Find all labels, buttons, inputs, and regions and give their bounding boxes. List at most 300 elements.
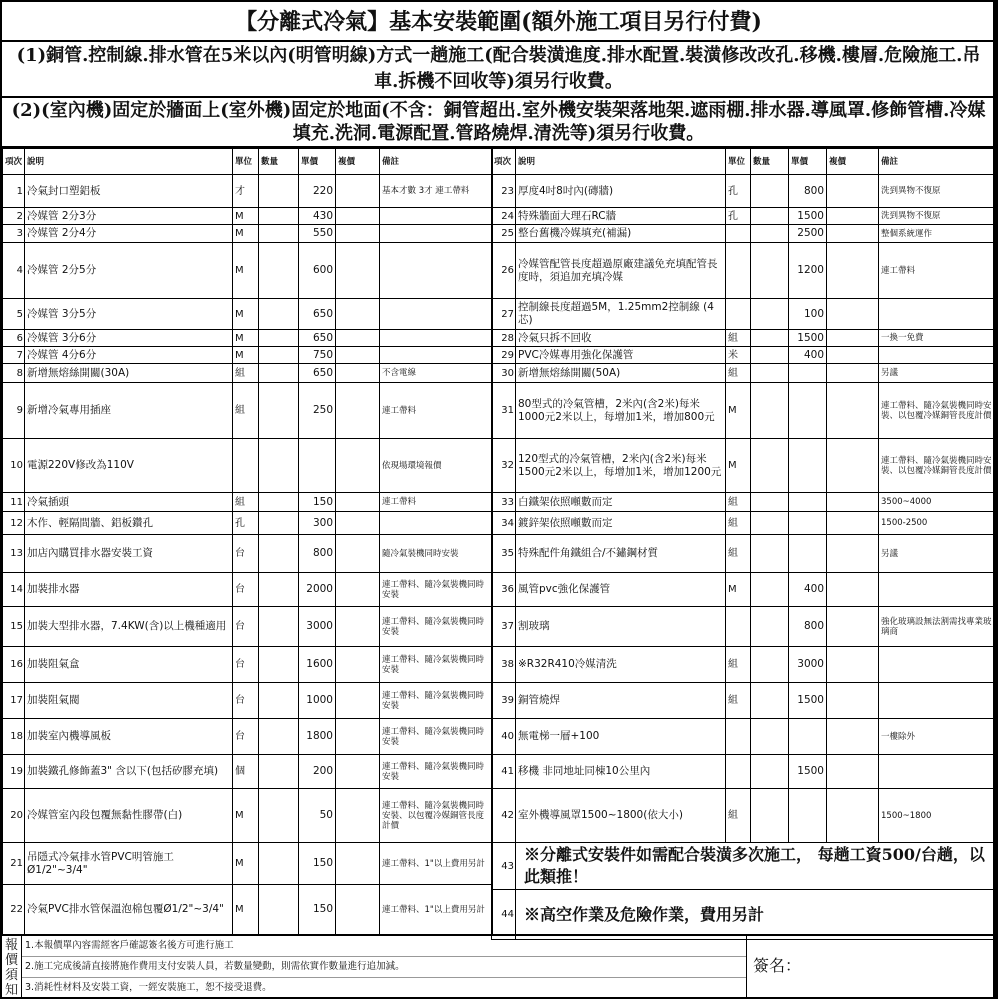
item-qty[interactable] [751, 383, 789, 439]
table-row [492, 330, 997, 347]
table-row [492, 347, 997, 364]
item-price: 430 [299, 208, 336, 225]
item-unit: 台 [233, 573, 259, 607]
notice-list [22, 936, 747, 998]
item-qty[interactable] [751, 607, 789, 647]
item-no: 33 [492, 493, 516, 512]
table-row [3, 683, 493, 719]
item-qty[interactable] [259, 789, 299, 843]
item-price: 1500 [789, 330, 827, 347]
col-no: 項次 [3, 149, 25, 175]
scope-note-1: (1)銅管.控制線.排水管在5米以內(明管明線)方式一趟施工(配合裝潢進度.排水配置.裝潢修改改孔.移機.樓層.危險施工.吊車.拆機不回收等)須另行收費。 [2, 42, 995, 98]
item-unit: 孔 [726, 208, 751, 225]
item-price: 400 [789, 573, 827, 607]
item-unit [726, 243, 751, 299]
item-qty[interactable] [259, 755, 299, 789]
item-total[interactable] [336, 347, 380, 364]
item-total[interactable] [336, 719, 380, 755]
item-unit: 組 [726, 789, 751, 843]
item-total[interactable] [827, 208, 879, 225]
item-price [789, 383, 827, 439]
item-unit: 米 [726, 347, 751, 364]
notice-item: 3.消耗性材料及安裝工資，一經安裝施工，恕不接受退費。 [25, 982, 272, 993]
item-qty[interactable] [751, 719, 789, 755]
item-total[interactable] [827, 364, 879, 383]
signature-field[interactable]: 簽名： [753, 956, 802, 975]
table-row [3, 512, 493, 535]
item-price: 300 [299, 512, 336, 535]
table-row [3, 573, 493, 607]
item-no: 16 [3, 647, 25, 683]
item-no: 17 [3, 683, 25, 719]
item-unit: 組 [726, 647, 751, 683]
item-remark: 強化玻璃設無法割需找專業玻璃商 [879, 607, 997, 647]
item-total[interactable] [827, 573, 879, 607]
item-price [789, 493, 827, 512]
table-row [492, 439, 997, 493]
item-remark: 連工帶料、隨冷氣裝機同時安裝 [380, 647, 493, 683]
item-remark: 另議 [879, 535, 997, 573]
col-no: 項次 [492, 149, 516, 175]
item-no: 11 [3, 493, 25, 512]
item-unit [233, 439, 259, 493]
item-no: 9 [3, 383, 25, 439]
item-desc: 木作、輕隔間牆、鋁板鑽孔 [25, 512, 233, 535]
item-remark: 連工帶料、隨冷氣裝機同時安裝、以包覆冷媒銅管長度計價 [879, 439, 997, 493]
item-total[interactable] [336, 383, 380, 439]
item-unit: 孔 [233, 512, 259, 535]
item-qty[interactable] [751, 573, 789, 607]
item-unit: 組 [726, 512, 751, 535]
item-total[interactable] [336, 208, 380, 225]
item-no: 2 [3, 208, 25, 225]
item-remark: 依現場環境報價 [380, 439, 493, 493]
item-remark: 連工帶料、隨冷氣裝機同時安裝 [380, 573, 493, 607]
item-desc: 加店內購買排水器安裝工資 [25, 535, 233, 573]
item-remark: 連工帶料、隨冷氣裝機同時安裝、以包覆冷媒銅管長度計價 [380, 789, 493, 843]
item-unit: M [233, 225, 259, 243]
item-total[interactable] [827, 330, 879, 347]
item-qty[interactable] [751, 647, 789, 683]
item-price [789, 719, 827, 755]
table-row [492, 843, 997, 890]
item-total[interactable] [827, 383, 879, 439]
table-row [492, 607, 997, 647]
item-price: 400 [789, 347, 827, 364]
item-total[interactable] [827, 225, 879, 243]
item-desc: 冷媒管室內段包覆無黏性膠帶(白) [25, 789, 233, 843]
item-no: 12 [3, 512, 25, 535]
item-qty[interactable] [259, 885, 299, 935]
item-no: 32 [492, 439, 516, 493]
item-price: 150 [299, 493, 336, 512]
item-price [789, 439, 827, 493]
item-price: 550 [299, 225, 336, 243]
item-no: 7 [3, 347, 25, 364]
item-total[interactable] [336, 299, 380, 330]
item-total[interactable] [336, 243, 380, 299]
table-row [3, 225, 493, 243]
item-qty[interactable] [751, 175, 789, 208]
item-total[interactable] [827, 755, 879, 789]
item-total[interactable] [827, 607, 879, 647]
item-desc: 控制線長度超過5M，1.25mm2控制線 (4芯) [516, 299, 726, 330]
item-total[interactable] [827, 243, 879, 299]
item-no: 40 [492, 719, 516, 755]
item-total[interactable] [336, 843, 380, 885]
item-price: 50 [299, 789, 336, 843]
item-desc: 電源220V修改為110V [25, 439, 233, 493]
item-qty[interactable] [751, 330, 789, 347]
col-desc: 說明 [25, 149, 233, 175]
table-row [492, 719, 997, 755]
item-qty[interactable] [259, 347, 299, 364]
item-unit [726, 755, 751, 789]
item-desc: 割玻璃 [516, 607, 726, 647]
item-desc: ※高空作業及危險作業，費用另計 [516, 890, 997, 940]
item-no: 22 [3, 885, 25, 935]
item-remark [879, 347, 997, 364]
item-unit: 台 [233, 719, 259, 755]
item-qty[interactable] [751, 347, 789, 364]
item-total[interactable] [827, 683, 879, 719]
table-row [492, 755, 997, 789]
item-remark: 基本才數 3才 連工帶料 [380, 175, 493, 208]
item-no: 26 [492, 243, 516, 299]
table-row [3, 299, 493, 330]
item-qty[interactable] [259, 243, 299, 299]
item-no: 41 [492, 755, 516, 789]
item-qty[interactable] [259, 175, 299, 208]
table-row [492, 364, 997, 383]
item-desc: 冷氣只拆不回收 [516, 330, 726, 347]
item-no: 43 [492, 843, 516, 890]
col-total: 複價 [827, 149, 879, 175]
item-qty[interactable] [259, 364, 299, 383]
col-remark: 備註 [879, 149, 997, 175]
item-total[interactable] [336, 573, 380, 607]
item-qty[interactable] [751, 439, 789, 493]
table-row [3, 347, 493, 364]
item-unit: 組 [726, 683, 751, 719]
item-no: 39 [492, 683, 516, 719]
item-desc: 新增無熔絲開關(30A) [25, 364, 233, 383]
item-unit: 組 [726, 364, 751, 383]
item-price: 2500 [789, 225, 827, 243]
item-price: 800 [299, 535, 336, 573]
item-total[interactable] [336, 535, 380, 573]
item-total[interactable] [827, 789, 879, 843]
item-total[interactable] [336, 330, 380, 347]
item-no: 30 [492, 364, 516, 383]
item-total[interactable] [827, 719, 879, 755]
item-qty[interactable] [751, 755, 789, 789]
item-no: 1 [3, 175, 25, 208]
item-desc: 冷媒管 3分5分 [25, 299, 233, 330]
item-qty[interactable] [259, 512, 299, 535]
item-desc: 冷媒管配管長度超過原廠建議免充填配管長度時，須追加充填冷媒 [516, 243, 726, 299]
item-no: 38 [492, 647, 516, 683]
item-price [789, 535, 827, 573]
item-remark: 連工帶料、隨冷氣裝機同時安裝、以包覆冷媒銅管長度計價 [879, 383, 997, 439]
item-no: 44 [492, 890, 516, 940]
item-qty[interactable] [259, 208, 299, 225]
table-row [492, 208, 997, 225]
item-desc: 80型式的冷氣管槽，2米內(含2米)每米1000元2米以上，每增加1米，增加800元 [516, 383, 726, 439]
table-row [492, 647, 997, 683]
item-total[interactable] [336, 225, 380, 243]
table-row [3, 843, 493, 885]
item-price: 750 [299, 347, 336, 364]
item-unit: 台 [233, 607, 259, 647]
table-row [3, 789, 493, 843]
item-price: 1200 [789, 243, 827, 299]
table-row [3, 208, 493, 225]
item-no: 5 [3, 299, 25, 330]
item-unit: M [233, 789, 259, 843]
item-qty[interactable] [259, 299, 299, 330]
item-unit: 組 [726, 330, 751, 347]
item-total[interactable] [827, 299, 879, 330]
item-qty[interactable] [259, 683, 299, 719]
item-remark: 連工帶料、1"以上費用另計 [380, 843, 493, 885]
item-remark [380, 299, 493, 330]
item-no: 35 [492, 535, 516, 573]
item-desc: PVC冷媒專用強化保護管 [516, 347, 726, 364]
table-row [3, 383, 493, 439]
col-unit: 單位 [233, 149, 259, 175]
item-qty[interactable] [259, 607, 299, 647]
price-table-left [2, 148, 493, 935]
item-qty[interactable] [751, 512, 789, 535]
table-row [492, 683, 997, 719]
table-row [3, 493, 493, 512]
item-qty[interactable] [259, 843, 299, 885]
item-total[interactable] [827, 175, 879, 208]
item-no: 19 [3, 755, 25, 789]
table-row [3, 535, 493, 573]
item-desc: 整台舊機冷媒填充(補漏) [516, 225, 726, 243]
notice-label: 報價須知 [2, 936, 22, 998]
item-remark [879, 299, 997, 330]
item-price [789, 789, 827, 843]
quote-footer [2, 934, 995, 998]
item-total[interactable] [336, 364, 380, 383]
page-title: 【分離式冷氣】基本安裝範圍(額外施工項目另行付費) [2, 2, 995, 42]
item-unit [726, 719, 751, 755]
item-qty[interactable] [259, 493, 299, 512]
table-row [492, 383, 997, 439]
table-row [492, 573, 997, 607]
item-desc: 特殊牆面大理石RC牆 [516, 208, 726, 225]
item-total[interactable] [827, 535, 879, 573]
item-unit: 才 [233, 175, 259, 208]
item-desc: 新增無熔絲開關(50A) [516, 364, 726, 383]
item-price: 2000 [299, 573, 336, 607]
item-total[interactable] [336, 607, 380, 647]
scope-note-2: (2)(室內機)固定於牆面上(室外機)固定於地面(不含：銅管超出.室外機安裝架落地架.遮雨棚.排水器.導風罩.修飾管槽.冷媒填充.洗洞.電源配置.管路燒焊.清洗等)須另行收費。 [2, 98, 995, 148]
item-qty[interactable] [259, 719, 299, 755]
item-remark: 連工帶料 [380, 493, 493, 512]
item-qty[interactable] [259, 573, 299, 607]
item-qty[interactable] [751, 225, 789, 243]
item-unit: M [233, 243, 259, 299]
item-total[interactable] [336, 175, 380, 208]
item-desc: ※分離式安裝件如需配合裝潢多次施工， 每趟工資500/台趟，以此類推！ [516, 843, 997, 890]
item-remark: 1500-2500 [879, 512, 997, 535]
item-qty[interactable] [259, 647, 299, 683]
item-qty[interactable] [259, 225, 299, 243]
item-desc: 冷媒管 2分3分 [25, 208, 233, 225]
table-row [3, 647, 493, 683]
item-price: 150 [299, 885, 336, 935]
item-unit [726, 225, 751, 243]
item-total[interactable] [827, 347, 879, 364]
col-price: 單價 [789, 149, 827, 175]
item-desc: 新增冷氣專用插座 [25, 383, 233, 439]
item-qty[interactable] [259, 330, 299, 347]
item-no: 25 [492, 225, 516, 243]
item-no: 37 [492, 607, 516, 647]
item-unit: 台 [233, 535, 259, 573]
item-unit [726, 299, 751, 330]
item-total[interactable] [336, 493, 380, 512]
item-no: 20 [3, 789, 25, 843]
item-remark [380, 225, 493, 243]
item-remark [380, 512, 493, 535]
table-row [492, 493, 997, 512]
item-desc: 加裝排水器 [25, 573, 233, 607]
item-unit: 台 [233, 683, 259, 719]
table-row [3, 755, 493, 789]
item-desc: 冷媒管 3分6分 [25, 330, 233, 347]
item-remark: 1500~1800 [879, 789, 997, 843]
item-remark: 連工帶料、隨冷氣裝機同時安裝 [380, 719, 493, 755]
notice-item: 1.本報價單內容需經客戶確認簽名後方可進行施工 [22, 936, 746, 957]
table-row [492, 299, 997, 330]
col-desc: 說明 [516, 149, 726, 175]
item-remark: 連工帶料、隨冷氣裝機同時安裝 [380, 683, 493, 719]
table-row [3, 885, 493, 935]
item-unit: 組 [233, 383, 259, 439]
item-qty[interactable] [259, 535, 299, 573]
item-no: 34 [492, 512, 516, 535]
item-remark: 隨冷氣裝機同時安裝 [380, 535, 493, 573]
item-total[interactable] [336, 439, 380, 493]
table-row [492, 225, 997, 243]
item-total[interactable] [827, 439, 879, 493]
item-price: 1000 [299, 683, 336, 719]
item-no: 29 [492, 347, 516, 364]
item-total[interactable] [336, 683, 380, 719]
item-desc: 白鐵架依照噸數而定 [516, 493, 726, 512]
item-price: 1500 [789, 208, 827, 225]
item-qty[interactable] [751, 683, 789, 719]
item-total[interactable] [336, 885, 380, 935]
item-desc: 加裝鐵孔修飾蓋3" 含以下(包括矽膠充填) [25, 755, 233, 789]
item-price: 3000 [299, 607, 336, 647]
item-total[interactable] [827, 512, 879, 535]
item-remark: 洗到異物不復原 [879, 175, 997, 208]
item-price: 650 [299, 299, 336, 330]
item-remark [380, 347, 493, 364]
item-remark [380, 243, 493, 299]
item-desc: 冷媒管 4分6分 [25, 347, 233, 364]
item-total[interactable] [336, 512, 380, 535]
price-table-right [491, 148, 997, 940]
item-no: 28 [492, 330, 516, 347]
item-remark [879, 683, 997, 719]
item-qty[interactable] [259, 439, 299, 493]
item-qty[interactable] [751, 243, 789, 299]
item-qty[interactable] [751, 789, 789, 843]
item-unit [726, 607, 751, 647]
item-qty[interactable] [751, 299, 789, 330]
item-desc: ※R32R410冷媒清洗 [516, 647, 726, 683]
item-qty[interactable] [751, 364, 789, 383]
item-qty[interactable] [751, 535, 789, 573]
item-unit: M [726, 383, 751, 439]
item-remark: 連工帶料、隨冷氣裝機同時安裝 [380, 755, 493, 789]
item-no: 36 [492, 573, 516, 607]
item-desc: 冷氣插頭 [25, 493, 233, 512]
item-price: 250 [299, 383, 336, 439]
table-row [3, 330, 493, 347]
item-remark [380, 330, 493, 347]
item-qty[interactable] [751, 208, 789, 225]
item-price: 220 [299, 175, 336, 208]
item-unit: M [233, 330, 259, 347]
item-no: 10 [3, 439, 25, 493]
item-desc: 鍍鋅架依照噸數而定 [516, 512, 726, 535]
item-remark [879, 647, 997, 683]
item-no: 15 [3, 607, 25, 647]
item-total[interactable] [336, 789, 380, 843]
item-desc: 加裝阻氣閥 [25, 683, 233, 719]
item-total[interactable] [827, 493, 879, 512]
item-unit: M [233, 885, 259, 935]
item-no: 18 [3, 719, 25, 755]
item-price [299, 439, 336, 493]
item-qty[interactable] [259, 383, 299, 439]
col-unit: 單位 [726, 149, 751, 175]
item-remark: 3500~4000 [879, 493, 997, 512]
table-row [492, 175, 997, 208]
item-total[interactable] [336, 755, 380, 789]
item-unit: M [233, 299, 259, 330]
item-qty[interactable] [751, 493, 789, 512]
item-price: 800 [789, 175, 827, 208]
item-price [789, 512, 827, 535]
table-row [3, 719, 493, 755]
item-unit: 台 [233, 647, 259, 683]
item-remark: 洗到異物不復原 [879, 208, 997, 225]
item-total[interactable] [336, 647, 380, 683]
notice-item: 2.施工完成後請直接將施作費用支付安裝人員，若數量變動，則需依實作數量進行追加減。 [22, 957, 746, 978]
item-price: 600 [299, 243, 336, 299]
item-desc: 冷氣PVC排水管保溫泡棉包覆Ø1/2"~3/4" [25, 885, 233, 935]
item-desc: 銅管燒焊 [516, 683, 726, 719]
table-row [492, 243, 997, 299]
table-row [492, 789, 997, 843]
item-desc: 吊隱式冷氣排水管PVC明管施工Ø1/2"~3/4" [25, 843, 233, 885]
item-desc: 加裝大型排水器，7.4KW(含)以上機種適用 [25, 607, 233, 647]
item-total[interactable] [827, 647, 879, 683]
item-no: 13 [3, 535, 25, 573]
item-no: 3 [3, 225, 25, 243]
item-desc: 風管pvc強化保護管 [516, 573, 726, 607]
table-row [492, 890, 997, 940]
